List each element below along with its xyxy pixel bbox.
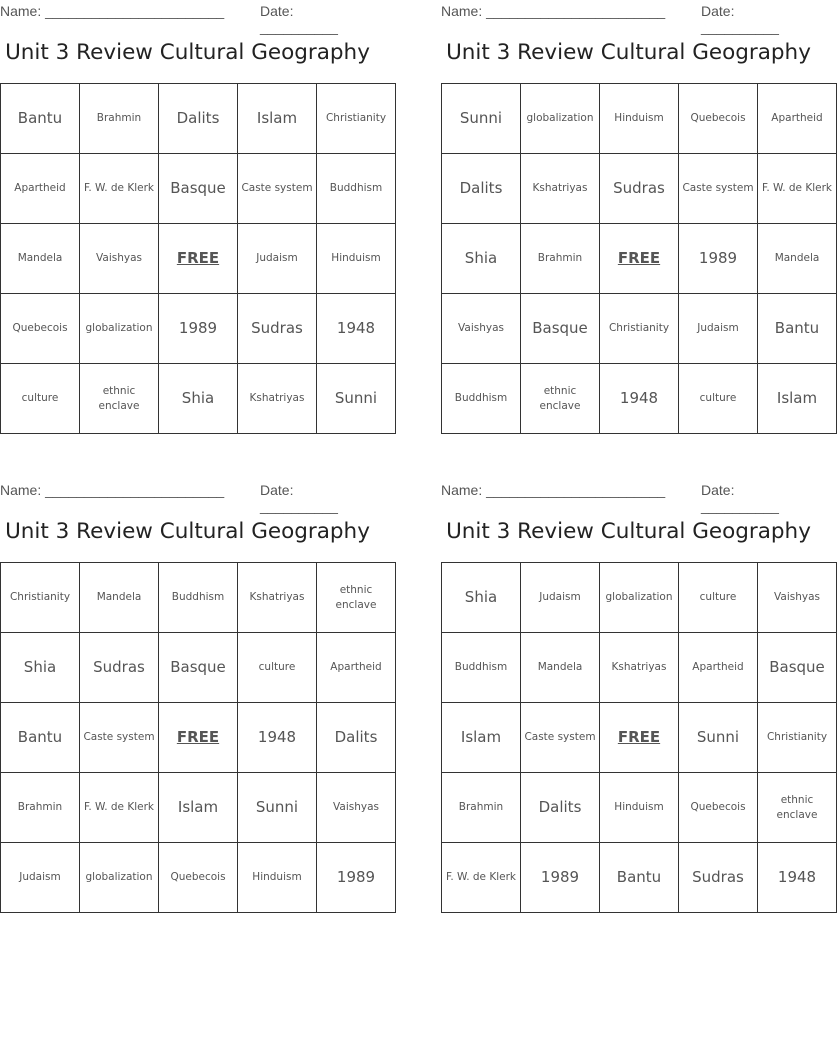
bingo-cell: Christianity bbox=[758, 703, 837, 773]
bingo-cell: Judaism bbox=[1, 843, 80, 913]
bingo-cell: Kshatriyas bbox=[600, 633, 679, 703]
bingo-cell: culture bbox=[679, 364, 758, 434]
bingo-cell: Sunni bbox=[442, 84, 521, 154]
bingo-cell: Brahmin bbox=[442, 773, 521, 843]
bingo-cell: Mandela bbox=[80, 563, 159, 633]
bingo-cell: Brahmin bbox=[80, 84, 159, 154]
free-space: FREE bbox=[600, 224, 679, 294]
bingo-grid bbox=[441, 83, 837, 434]
free-space: FREE bbox=[159, 703, 238, 773]
bingo-cell: ethnic enclave bbox=[80, 364, 159, 434]
free-space: FREE bbox=[600, 703, 679, 773]
grid-row bbox=[1, 224, 396, 294]
bingo-cell: 1989 bbox=[317, 843, 396, 913]
bingo-cell: F. W. de Klerk bbox=[80, 773, 159, 843]
bingo-cell: Judaism bbox=[679, 294, 758, 364]
bingo-cell: Apartheid bbox=[317, 633, 396, 703]
date-field: Date: __________ bbox=[260, 3, 338, 35]
bingo-cell: Islam bbox=[238, 84, 317, 154]
bingo-cell: Bantu bbox=[600, 843, 679, 913]
bingo-cell: globalization bbox=[80, 843, 159, 913]
bingo-cell: globalization bbox=[80, 294, 159, 364]
bingo-cell: Hinduism bbox=[317, 224, 396, 294]
bingo-cell: Islam bbox=[159, 773, 238, 843]
bingo-cell: Judaism bbox=[521, 563, 600, 633]
card-header bbox=[441, 479, 816, 514]
bingo-cell: 1989 bbox=[159, 294, 238, 364]
grid-row bbox=[1, 364, 396, 434]
grid-row bbox=[442, 703, 837, 773]
bingo-cell: Vaishyas bbox=[317, 773, 396, 843]
bingo-cell: Mandela bbox=[758, 224, 837, 294]
bingo-cell: Basque bbox=[159, 633, 238, 703]
bingo-cell: Christianity bbox=[317, 84, 396, 154]
bingo-cell: Bantu bbox=[1, 703, 80, 773]
bingo-cell: Basque bbox=[758, 633, 837, 703]
grid-row bbox=[1, 773, 396, 843]
bingo-cell: F. W. de Klerk bbox=[758, 154, 837, 224]
card-title: Unit 3 Review Cultural Geography bbox=[446, 40, 811, 65]
bingo-cell: ethnic enclave bbox=[758, 773, 837, 843]
bingo-cell: ethnic enclave bbox=[317, 563, 396, 633]
bingo-cell: ethnic enclave bbox=[521, 364, 600, 434]
bingo-cell: Hinduism bbox=[600, 84, 679, 154]
bingo-cell: Caste system bbox=[238, 154, 317, 224]
grid-row bbox=[1, 703, 396, 773]
bingo-cell: culture bbox=[1, 364, 80, 434]
bingo-cell: Vaishyas bbox=[442, 294, 521, 364]
grid-row bbox=[1, 563, 396, 633]
grid-row bbox=[442, 563, 837, 633]
grid-row bbox=[442, 633, 837, 703]
bingo-cell: 1948 bbox=[317, 294, 396, 364]
bingo-cell: Dalits bbox=[317, 703, 396, 773]
bingo-cell: Bantu bbox=[758, 294, 837, 364]
bingo-cell: Shia bbox=[442, 563, 521, 633]
bingo-cell: Quebecois bbox=[159, 843, 238, 913]
grid-row bbox=[1, 633, 396, 703]
bingo-cell: Sunni bbox=[238, 773, 317, 843]
card-header bbox=[441, 0, 816, 35]
date-field: Date: __________ bbox=[260, 482, 338, 514]
date-field: Date: __________ bbox=[701, 482, 779, 514]
bingo-cell: Islam bbox=[442, 703, 521, 773]
grid-row bbox=[442, 294, 837, 364]
bingo-cell: Sudras bbox=[679, 843, 758, 913]
grid-row bbox=[442, 154, 837, 224]
bingo-cell: Sudras bbox=[600, 154, 679, 224]
bingo-cell: Quebecois bbox=[679, 773, 758, 843]
grid-row bbox=[1, 294, 396, 364]
bingo-grid bbox=[441, 562, 837, 913]
bingo-card-1 bbox=[0, 0, 387, 412]
bingo-cell: Sudras bbox=[80, 633, 159, 703]
grid-row bbox=[442, 364, 837, 434]
grid-row bbox=[1, 843, 396, 913]
card-title: Unit 3 Review Cultural Geography bbox=[5, 40, 370, 65]
bingo-cell: Vaishyas bbox=[758, 563, 837, 633]
grid-row bbox=[442, 84, 837, 154]
free-space: FREE bbox=[159, 224, 238, 294]
bingo-cell: Quebecois bbox=[1, 294, 80, 364]
bingo-cell: Mandela bbox=[521, 633, 600, 703]
bingo-cell: Apartheid bbox=[679, 633, 758, 703]
bingo-cell: Caste system bbox=[521, 703, 600, 773]
name-field: Name: _______________________ bbox=[441, 3, 666, 19]
bingo-cell: Buddhism bbox=[317, 154, 396, 224]
bingo-cell: 1948 bbox=[600, 364, 679, 434]
bingo-cell: Shia bbox=[442, 224, 521, 294]
bingo-cell: Buddhism bbox=[442, 364, 521, 434]
bingo-cell: Dalits bbox=[442, 154, 521, 224]
bingo-cell: Judaism bbox=[238, 224, 317, 294]
bingo-cell: Hinduism bbox=[600, 773, 679, 843]
bingo-cell: globalization bbox=[600, 563, 679, 633]
name-field: Name: _______________________ bbox=[441, 482, 666, 498]
bingo-cell: Buddhism bbox=[159, 563, 238, 633]
bingo-cell: Caste system bbox=[679, 154, 758, 224]
bingo-cell: Sunni bbox=[317, 364, 396, 434]
name-field: Name: _______________________ bbox=[0, 482, 225, 498]
bingo-cell: F. W. de Klerk bbox=[442, 843, 521, 913]
bingo-cell: Apartheid bbox=[1, 154, 80, 224]
bingo-cell: culture bbox=[238, 633, 317, 703]
bingo-card-4 bbox=[441, 479, 828, 886]
bingo-cell: Vaishyas bbox=[80, 224, 159, 294]
name-field: Name: _______________________ bbox=[0, 3, 225, 19]
grid-row bbox=[1, 154, 396, 224]
grid-row bbox=[1, 84, 396, 154]
bingo-cell: Bantu bbox=[1, 84, 80, 154]
bingo-cell: Dalits bbox=[159, 84, 238, 154]
bingo-cell: Mandela bbox=[1, 224, 80, 294]
grid-row bbox=[442, 843, 837, 913]
card-header bbox=[0, 0, 375, 35]
card-header bbox=[0, 479, 375, 514]
bingo-cell: Basque bbox=[159, 154, 238, 224]
bingo-card-2 bbox=[441, 0, 832, 412]
bingo-cell: Christianity bbox=[600, 294, 679, 364]
bingo-cell: Sudras bbox=[238, 294, 317, 364]
bingo-cell: Shia bbox=[159, 364, 238, 434]
bingo-grid bbox=[0, 83, 396, 434]
bingo-cell: Buddhism bbox=[442, 633, 521, 703]
bingo-cell: Apartheid bbox=[758, 84, 837, 154]
bingo-cell: Christianity bbox=[1, 563, 80, 633]
bingo-cell: 1948 bbox=[238, 703, 317, 773]
bingo-cell: culture bbox=[679, 563, 758, 633]
card-title: Unit 3 Review Cultural Geography bbox=[5, 519, 370, 544]
bingo-card-3 bbox=[0, 479, 382, 886]
bingo-cell: Kshatriyas bbox=[238, 364, 317, 434]
bingo-cell: Caste system bbox=[80, 703, 159, 773]
bingo-cell: 1989 bbox=[521, 843, 600, 913]
card-title: Unit 3 Review Cultural Geography bbox=[446, 519, 811, 544]
bingo-cell: Kshatriyas bbox=[238, 563, 317, 633]
bingo-cell: globalization bbox=[521, 84, 600, 154]
bingo-cell: Brahmin bbox=[1, 773, 80, 843]
bingo-cell: Sunni bbox=[679, 703, 758, 773]
bingo-cell: Shia bbox=[1, 633, 80, 703]
bingo-cell: Basque bbox=[521, 294, 600, 364]
bingo-cell: Quebecois bbox=[679, 84, 758, 154]
bingo-cell: Hinduism bbox=[238, 843, 317, 913]
bingo-cell: F. W. de Klerk bbox=[80, 154, 159, 224]
bingo-cell: Islam bbox=[758, 364, 837, 434]
bingo-grid bbox=[0, 562, 396, 913]
bingo-cell: 1989 bbox=[679, 224, 758, 294]
bingo-cell: Brahmin bbox=[521, 224, 600, 294]
grid-row bbox=[442, 773, 837, 843]
bingo-cell: Dalits bbox=[521, 773, 600, 843]
bingo-cell: 1948 bbox=[758, 843, 837, 913]
date-field: Date: __________ bbox=[701, 3, 779, 35]
bingo-cell: Kshatriyas bbox=[521, 154, 600, 224]
grid-row bbox=[442, 224, 837, 294]
